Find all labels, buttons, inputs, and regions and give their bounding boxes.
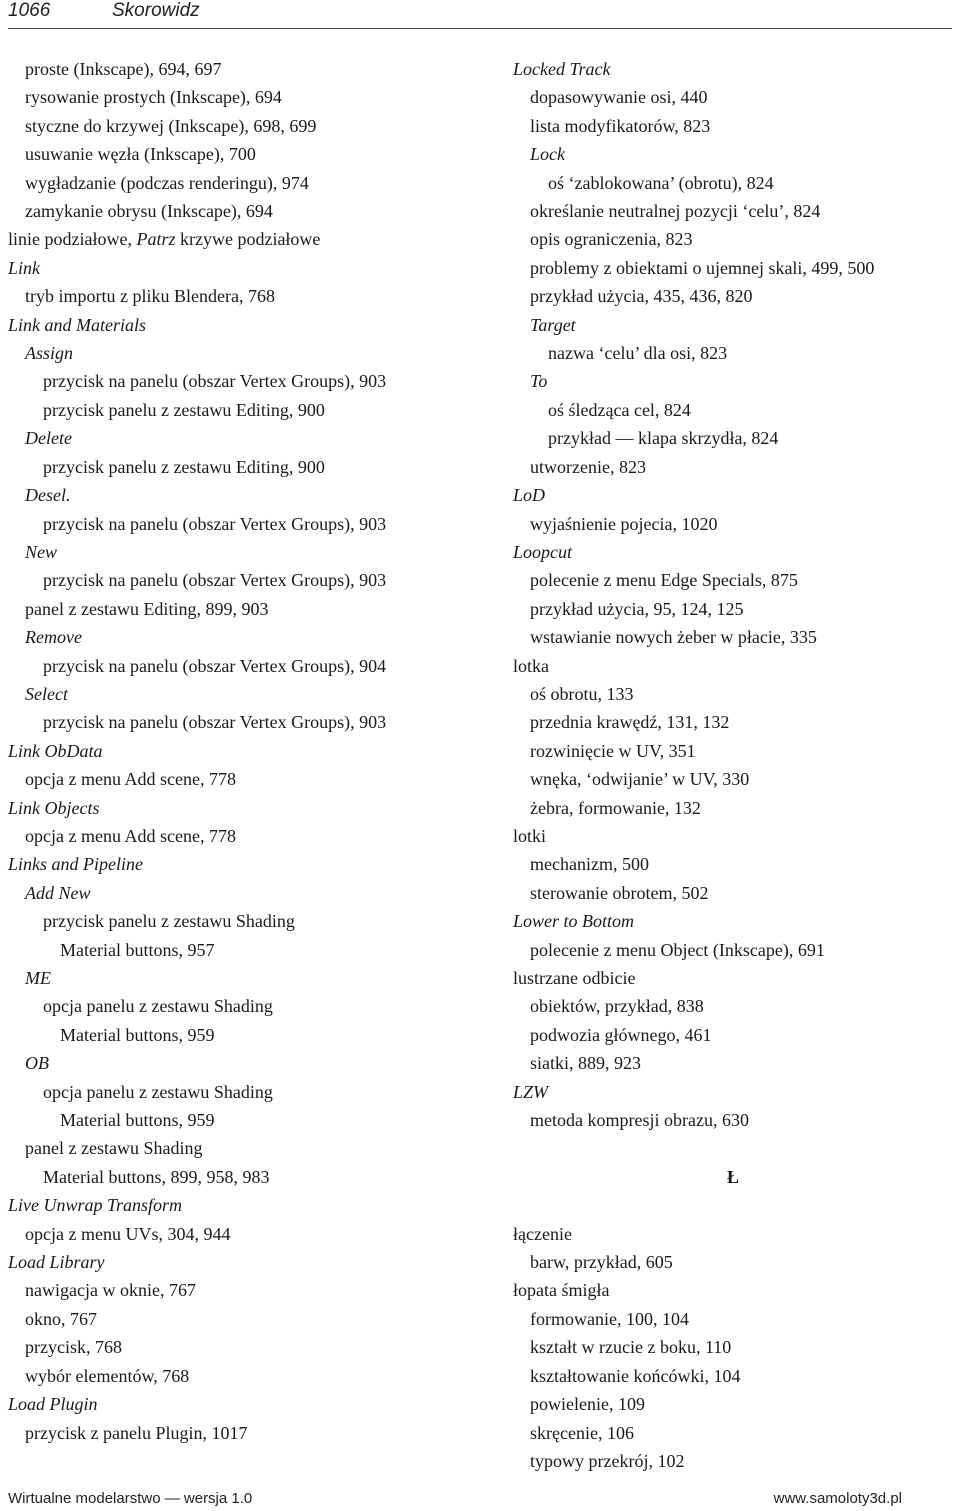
index-subentry: usuwanie węzła (Inkscape), 700 — [25, 144, 256, 165]
index-subentry: panel z zestawu Shading — [25, 1138, 203, 1159]
page-footer — [0, 1490, 960, 1510]
index-subentry: kształtowanie końcówki, 104 — [530, 1365, 741, 1386]
index-subentry: OB — [25, 1053, 49, 1074]
index-subentry: Delete — [25, 428, 72, 449]
index-subentry: wygładzanie (podczas renderingu), 974 — [25, 172, 309, 193]
index-subentry: opcja z menu Add scene, 778 — [25, 825, 236, 846]
section-letter: Ł — [726, 1166, 739, 1187]
index-subentry: Add New — [25, 882, 91, 903]
index-subentry: określanie neutralnej pozycji ‘celu’, 824 — [530, 201, 821, 222]
index-subentry: przycisk panelu z zestawu Editing, 900 — [43, 456, 325, 477]
index-subentry: proste (Inkscape), 694, 697 — [25, 59, 222, 79]
index-subentry: To — [530, 371, 548, 392]
index-subentry: przycisk na panelu (obszar Vertex Groups), 904 — [43, 655, 387, 676]
index-subentry: styczne do krzywej (Inkscape), 698, 699 — [25, 115, 317, 136]
index-subentry: Material buttons, 899, 958, 983 — [43, 1166, 270, 1187]
index-entry: Lower to Bottom — [513, 911, 635, 932]
index-subentry: przycisk na panelu (obszar Vertex Groups), 903 — [43, 371, 387, 392]
index-subentry: oś śledząca cel, 824 — [548, 399, 691, 420]
index-subentry: opcja z menu UVs, 304, 944 — [25, 1223, 231, 1244]
index-entry: Link — [8, 257, 41, 278]
index-entry: Link and Materials — [8, 314, 146, 335]
index-subentry: obiektów, przykład, 838 — [530, 996, 704, 1017]
index-subentry: polecenie z menu Edge Specials, 875 — [530, 570, 798, 591]
index-subentry: wyjaśnienie pojecia, 1020 — [530, 513, 718, 534]
index-subentry: podwozia głównego, 461 — [530, 1024, 712, 1045]
index-entry: Locked Track — [513, 59, 611, 79]
index-subentry: przycisk panelu z zestawu Shading — [43, 911, 295, 932]
index-subentry: przycisk, 768 — [25, 1337, 122, 1358]
index-entry: Load Plugin — [8, 1394, 98, 1415]
index-subentry: barw, przykład, 605 — [530, 1252, 673, 1273]
index-subentry: Assign — [25, 343, 74, 364]
index-subentry: nawigacja w oknie, 767 — [25, 1280, 196, 1301]
index-subentry: rozwinięcie w UV, 351 — [530, 740, 696, 761]
index-subentry: siatki, 889, 923 — [530, 1053, 641, 1074]
index-subentry: dopasowywanie osi, 440 — [530, 87, 708, 108]
index-subentry: przycisk na panelu (obszar Vertex Groups), 903 — [43, 712, 387, 733]
index-entry: Links and Pipeline — [8, 854, 143, 875]
index-subentry: sterowanie obrotem, 502 — [530, 882, 709, 903]
index-subentry: przednia krawędź, 131, 132 — [530, 712, 730, 733]
index-subentry: metoda kompresji obrazu, 630 — [530, 1110, 749, 1131]
footer-website: www.samoloty3d.pl — [773, 1490, 902, 1507]
index-entry: Link ObData — [8, 740, 103, 761]
index-subentry: okno, 767 — [25, 1308, 97, 1329]
index-entry: lotka — [513, 655, 549, 676]
index-entry: LoD — [513, 485, 546, 506]
index-subentry: oś obrotu, 133 — [530, 683, 634, 704]
index-entry: Loopcut — [513, 541, 573, 562]
index-entry — [8, 225, 478, 253]
index-entry: Link Objects — [8, 797, 100, 818]
index-subentry: problemy z obiektami o ujemnej skali, 499, 500 — [530, 257, 875, 278]
index-subentry: formowanie, 100, 104 — [530, 1308, 689, 1329]
page-header — [0, 0, 960, 30]
index-subentry: Material buttons, 957 — [60, 939, 215, 960]
index-entry: LZW — [513, 1081, 549, 1102]
index-subentry: opcja panelu z zestawu Shading — [43, 1081, 273, 1102]
spacer — [513, 1191, 953, 1219]
index-subentry: zamykanie obrysu (Inkscape), 694 — [25, 201, 273, 222]
index-subentry: utworzenie, 823 — [530, 456, 646, 477]
index-subentry: Select — [25, 683, 68, 704]
index-subentry: Desel. — [25, 485, 71, 506]
index-entry: lustrzane odbicie — [513, 968, 636, 988]
index-subentry: opis ograniczenia, 823 — [530, 229, 693, 250]
index-subentry: Target — [530, 314, 576, 335]
index-subentry: przykład — klapa skrzydła, 824 — [548, 428, 779, 449]
index-subentry: tryb importu z pliku Blendera, 768 — [25, 286, 275, 307]
index-subentry: lista modyfikatorów, 823 — [530, 115, 711, 136]
index-subentry: wstawianie nowych żeber w płacie, 335 — [530, 627, 817, 648]
header-rule — [8, 28, 952, 29]
index-subentry: przycisk panelu z zestawu Editing, 900 — [43, 399, 325, 420]
index-subentry: Material buttons, 959 — [60, 1110, 215, 1131]
index-entry: łączenie — [513, 1223, 572, 1244]
index-subentry: oś ‘zablokowana’ (obrotu), 824 — [548, 172, 774, 193]
index-entry-part: Patrz — [136, 229, 176, 250]
index-subentry: wybór elementów, 768 — [25, 1365, 190, 1386]
page-number: 1066 — [8, 0, 51, 21]
index-entry-part: linie podziałowe, — [8, 229, 137, 250]
running-title: Skorowidz — [112, 0, 200, 21]
index-entry: Load Library — [8, 1252, 105, 1273]
index-subentry: nazwa ‘celu’ dla osi, 823 — [548, 343, 728, 364]
index-subentry: przycisk z panelu Plugin, 1017 — [25, 1422, 248, 1443]
index-entry: lotki — [513, 825, 547, 846]
index-subentry: skręcenie, 106 — [530, 1422, 634, 1443]
index-subentry: ME — [25, 968, 51, 988]
index-subentry: powielenie, 109 — [530, 1394, 645, 1415]
index-subentry: Lock — [530, 144, 565, 165]
index-subentry: opcja z menu Add scene, 778 — [25, 769, 236, 790]
index-subentry: Remove — [25, 627, 82, 648]
index-subentry: New — [25, 541, 58, 562]
index-column-left — [8, 55, 478, 1447]
index-subentry: przycisk na panelu (obszar Vertex Groups), 903 — [43, 513, 387, 534]
index-subentry: wnęka, ‘odwijanie’ w UV, 330 — [530, 769, 750, 790]
footer-book-title: Wirtualne modelarstwo — wersja 1.0 — [8, 1490, 253, 1507]
index-column-right — [513, 55, 953, 1475]
index-entry-part: krzywe podziałowe — [175, 229, 321, 250]
spacer — [513, 1134, 953, 1162]
index-subentry: przycisk na panelu (obszar Vertex Groups), 903 — [43, 570, 387, 591]
index-entry: łopata śmigła — [513, 1280, 610, 1301]
index-subentry: Material buttons, 959 — [60, 1024, 215, 1045]
index-entry: Live Unwrap Transform — [8, 1195, 183, 1216]
index-subentry: panel z zestawu Editing, 899, 903 — [25, 598, 269, 619]
index-subentry: kształt w rzucie z boku, 110 — [530, 1337, 732, 1358]
index-subentry: żebra, formowanie, 132 — [530, 797, 701, 818]
index-subentry: typowy przekrój, 102 — [530, 1450, 685, 1471]
index-subentry: przykład użycia, 95, 124, 125 — [530, 598, 744, 619]
index-subentry: przykład użycia, 435, 436, 820 — [530, 286, 753, 307]
index-subentry: rysowanie prostych (Inkscape), 694 — [25, 87, 282, 108]
index-subentry: polecenie z menu Object (Inkscape), 691 — [530, 939, 825, 960]
index-subentry: opcja panelu z zestawu Shading — [43, 996, 273, 1017]
index-subentry: mechanizm, 500 — [530, 854, 649, 875]
